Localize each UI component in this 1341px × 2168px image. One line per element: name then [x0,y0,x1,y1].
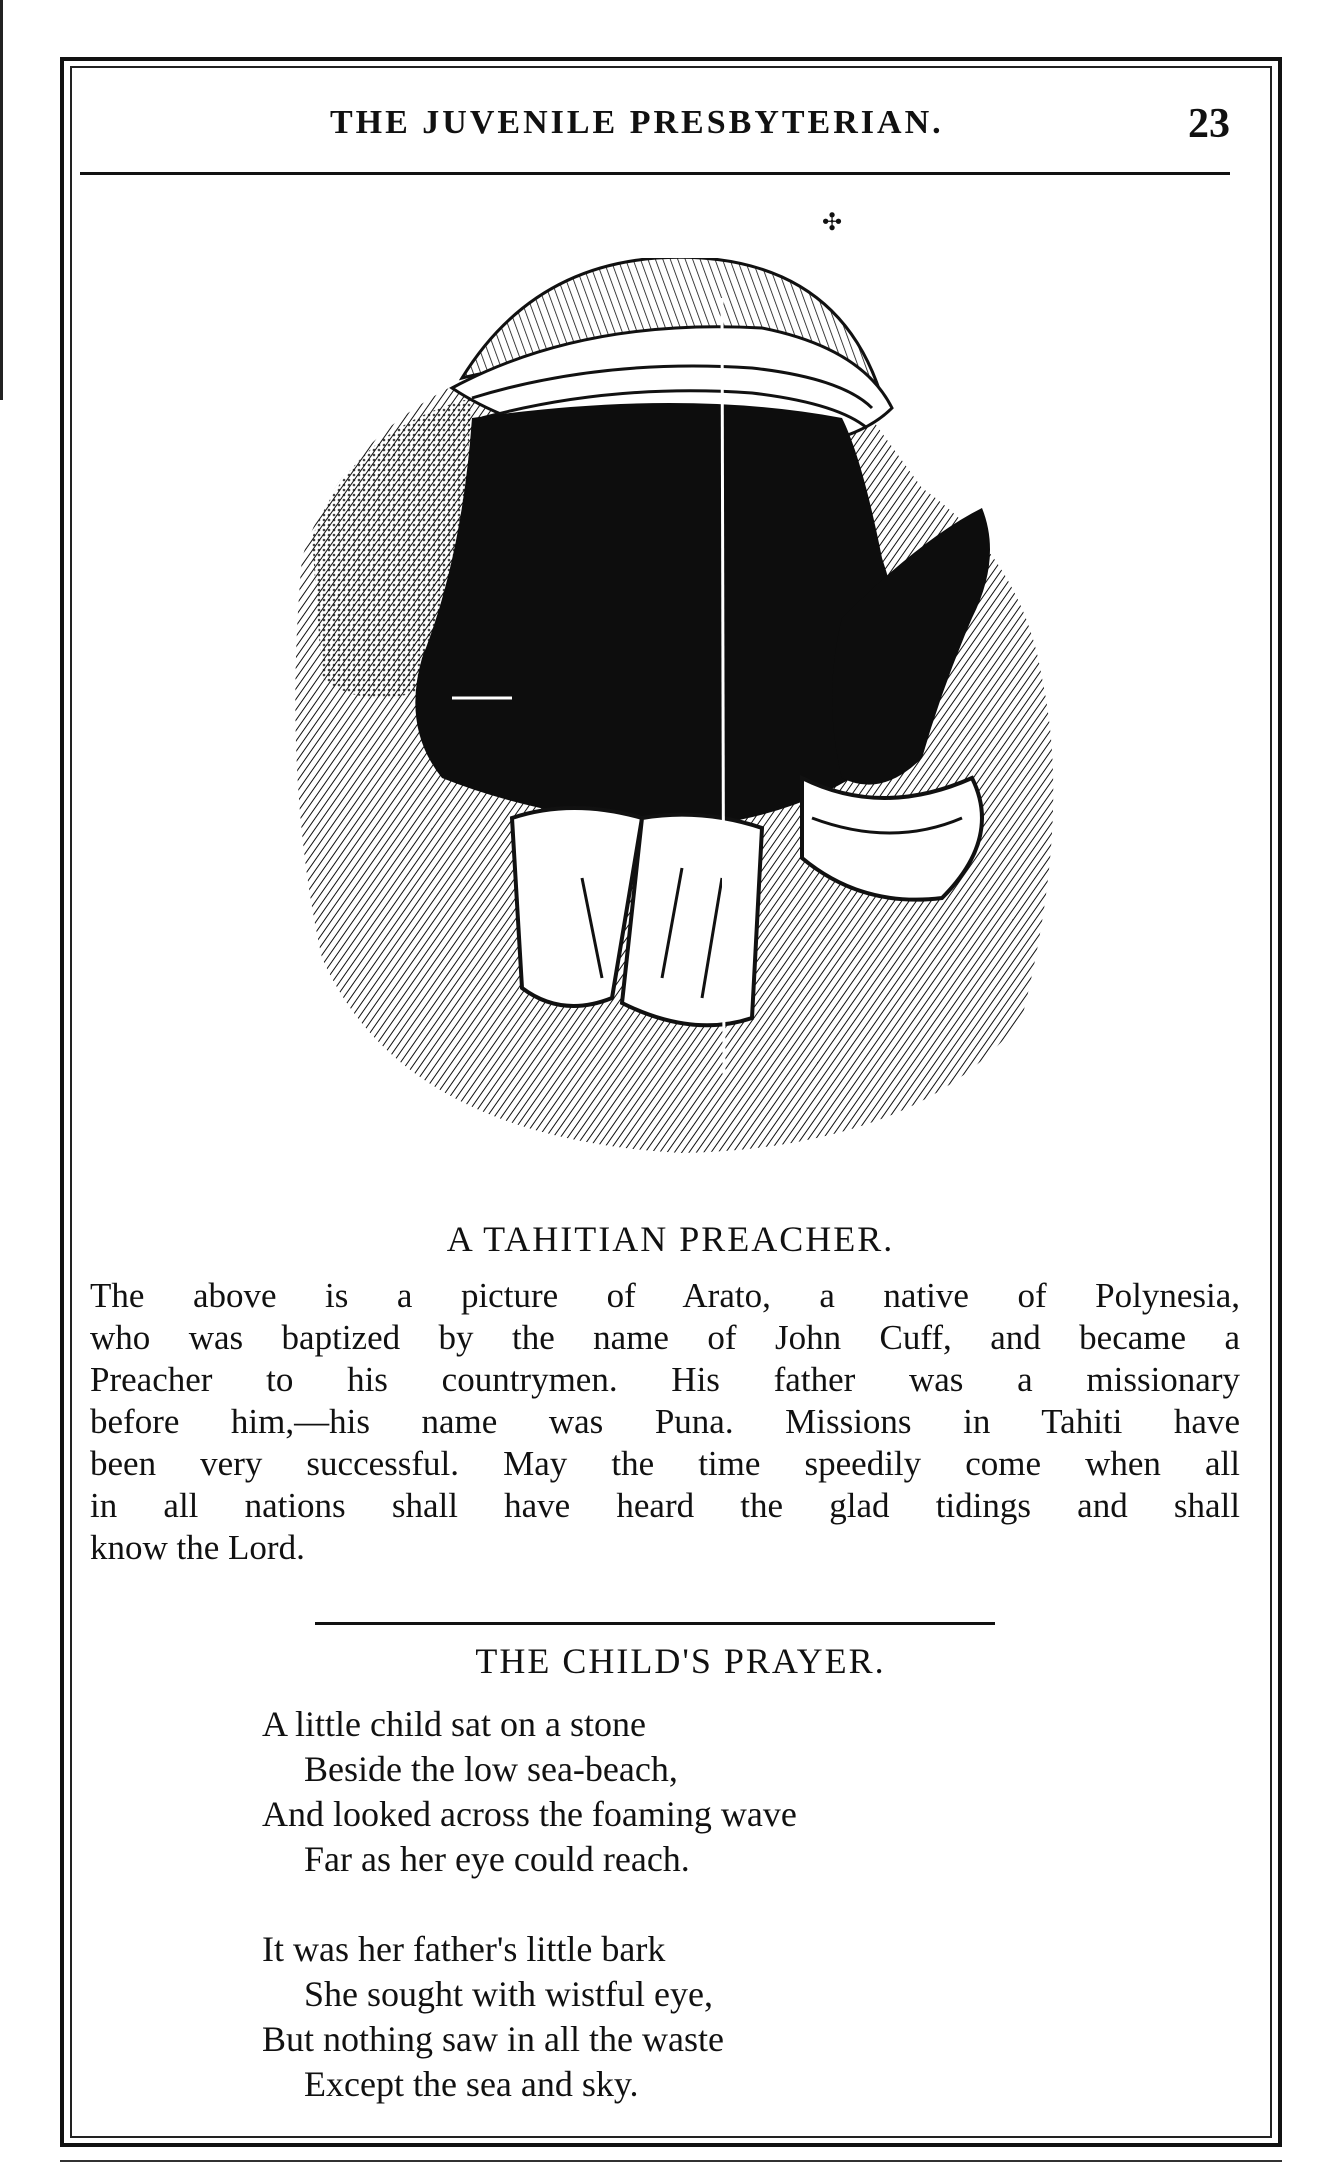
poem-line: Beside the low sea-beach, [304,1749,678,1789]
article-body [90,1275,1240,1569]
running-header [80,100,1230,160]
poem-line: Far as her eye could reach. [304,1839,690,1879]
article-title: A TAHITIAN PREACHER. [446,1219,895,1259]
article-line: been very successful. May the time speedily come when all [90,1444,1240,1483]
poem-line: And looked across the foaming wave [262,1794,797,1834]
poem-line: It was her father's little bark [262,1929,666,1969]
poem-line: Except the sea and sky. [304,2064,639,2104]
ornament-icon: ✣ [822,208,843,236]
article-line: The above is a picture of Arato, a native of Polynesia, [90,1276,1240,1315]
page-edge-mark [0,0,3,400]
article-line: who was baptized by the name of John Cuff, and became a [90,1318,1240,1357]
poem-line: But nothing saw in all the waste [262,2019,724,2059]
face-shape [415,403,902,828]
bottom-rule [60,2160,1282,2162]
section-divider [315,1622,995,1625]
publication-title: THE JUVENILE PRESBYTERIAN. [330,104,944,141]
header-rule [80,172,1230,175]
portrait-engraving [282,258,1062,1158]
poem-line: She sought with wistful eye, [304,1974,713,2014]
poem-line: A little child sat on a stone [262,1704,646,1744]
poem-stanza [262,1702,797,1882]
page-number: 23 [1188,101,1230,147]
article-line: know the Lord. [90,1528,305,1567]
poem-body [262,1702,797,2152]
article-line: in all nations shall have heard the glad tidings and shall [90,1486,1240,1525]
poem-title: THE CHILD'S PRAYER. [475,1641,886,1681]
article-line: Preacher to his countrymen. His father was a missionary [90,1360,1240,1399]
article-line: before him,—his name was Puna. Missions in Tahiti have [90,1402,1240,1441]
poem-stanza [262,1927,797,2107]
